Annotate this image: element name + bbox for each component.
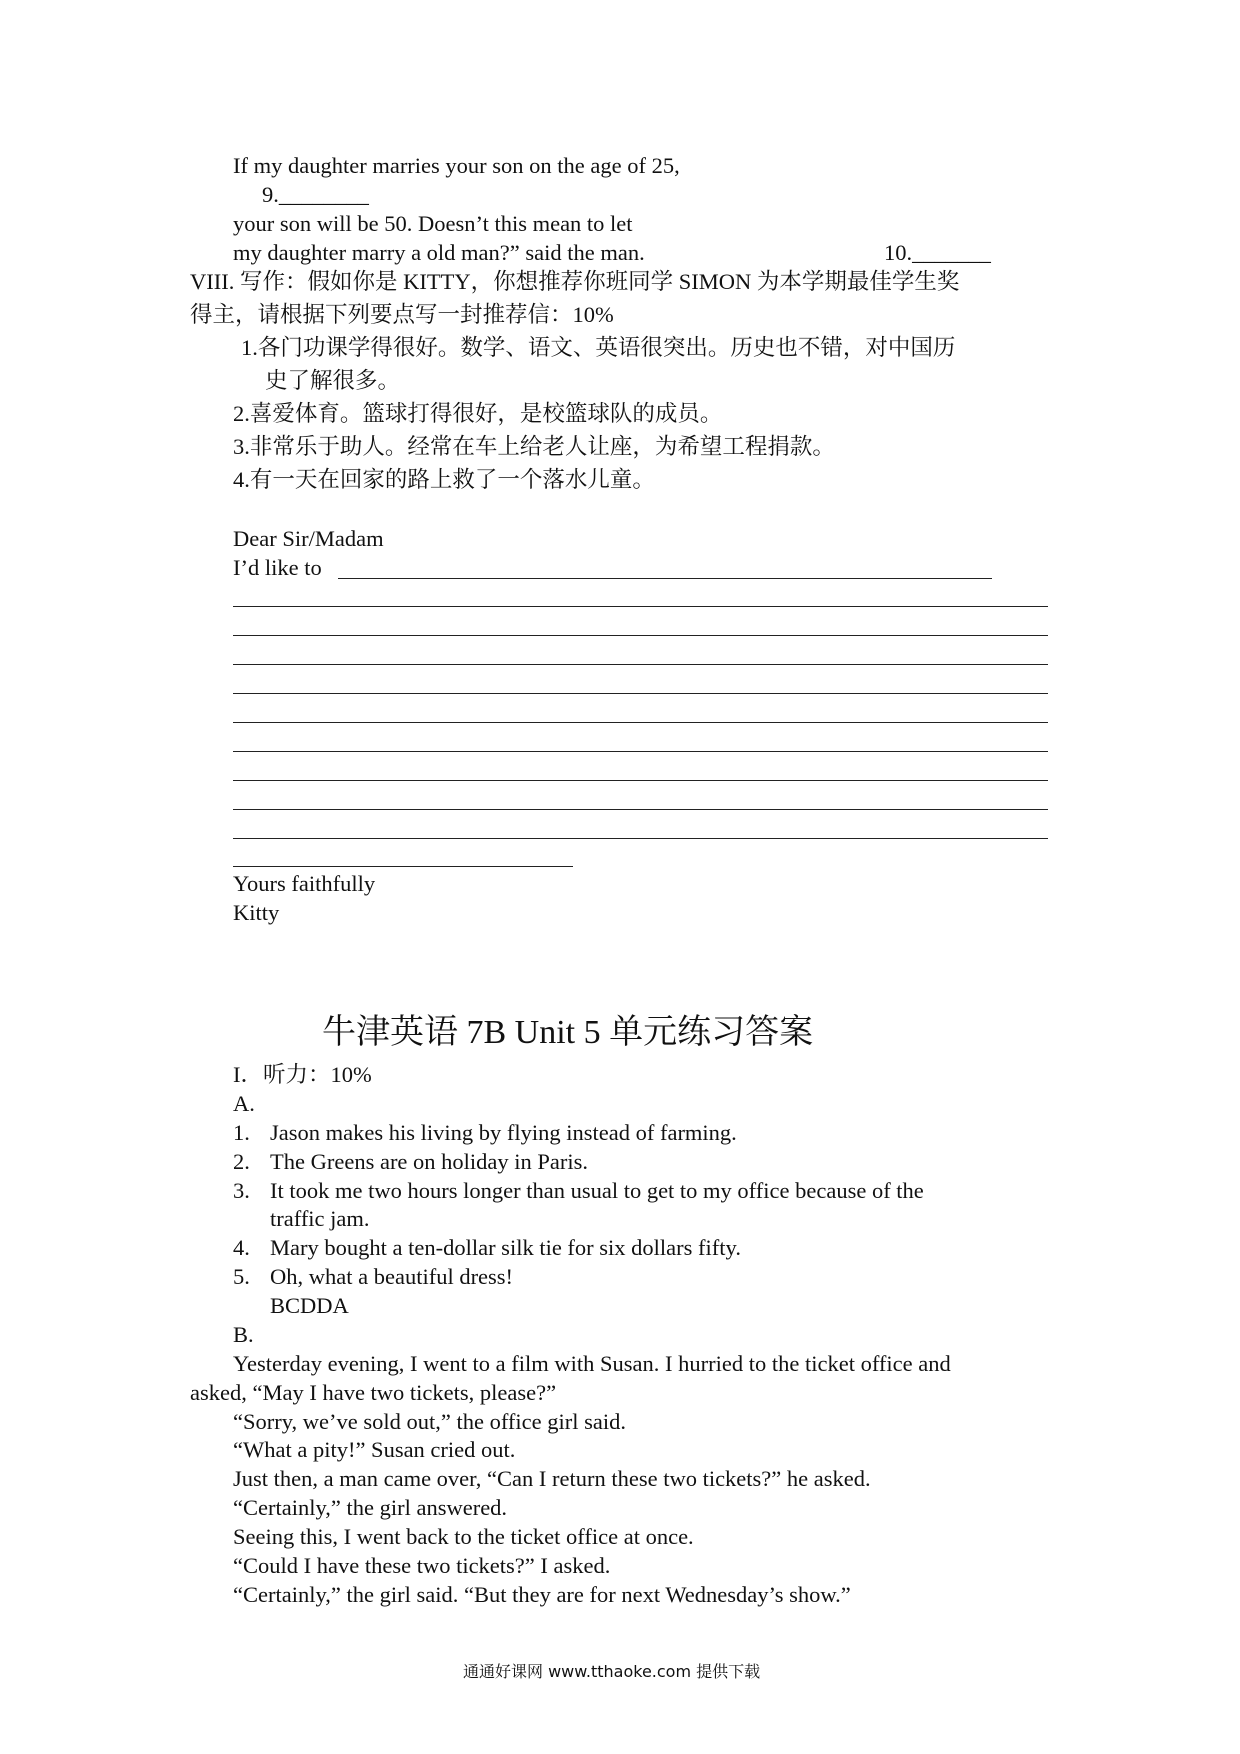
story-line: “Could I have these two tickets?” I asked. <box>233 1553 611 1578</box>
writing-line <box>233 606 1048 607</box>
writing-point: 3.非常乐于助人。经常在车上给老人让座，为希望工程捐款。 <box>233 434 835 459</box>
writing-line <box>338 578 992 579</box>
story-line: “Sorry, we’ve sold out,” the office girl said. <box>233 1409 627 1434</box>
writing-point: 4.有一天在回家的路上救了一个落水儿童。 <box>233 467 655 492</box>
letter-salutation: Dear Sir/Madam <box>233 526 384 551</box>
story-line: Yesterday evening, I went to a film with Susan. I hurried to the ticket office and <box>233 1351 951 1376</box>
item-text: Jason makes his living by flying instead of farming. <box>270 1120 737 1145</box>
writing-line <box>233 751 1048 752</box>
item-number: 5. <box>233 1264 250 1289</box>
letter-opening: I’d like to <box>233 555 322 580</box>
writing-line <box>233 635 1048 636</box>
writing-heading-cont: 得主，请根据下列要点写一封推荐信：10% <box>190 302 614 327</box>
writing-point: 1.各门功课学得很好。数学、语文、英语很突出。历史也不错，对中国历 <box>241 335 956 360</box>
writing-heading: VIII. 写作：假如你是 KITTY，你想推荐你班同学 SIMON 为本学期最佳学生奖 <box>190 269 960 294</box>
story-line: Just then, a man came over, “Can I return these two tickets?” he asked. <box>233 1466 871 1491</box>
item-text: Oh, what a beautiful dress! <box>270 1264 514 1289</box>
item-number: 2. <box>233 1149 250 1174</box>
story-line: Seeing this, I went back to the ticket office at once. <box>233 1524 694 1549</box>
writing-line <box>233 838 1048 839</box>
letter-closing: Yours faithfully <box>233 871 376 896</box>
item-number: 1. <box>233 1120 250 1145</box>
answer-string: BCDDA <box>270 1293 349 1318</box>
page-footer: 通通好课网 www.tthaoke.com 提供下载 <box>463 1662 761 1681</box>
item-number: 3. <box>233 1178 250 1203</box>
answer-key-title: 牛津英语 7B Unit 5 单元练习答案 <box>322 1014 814 1051</box>
item-text: Mary bought a ten-dollar silk tie for six dollars fifty. <box>270 1235 741 1260</box>
item-text-cont: traffic jam. <box>270 1206 370 1231</box>
part-label-a: A. <box>233 1091 255 1116</box>
answer-blank-9: 9.________ <box>262 182 369 207</box>
writing-point: 2.喜爱体育。篮球打得很好，是校篮球队的成员。 <box>233 401 723 426</box>
story-line: “Certainly,” the girl said. “But they are for next Wednesday’s show.” <box>233 1582 851 1607</box>
story-line: “What a pity!” Susan cried out. <box>233 1437 516 1462</box>
item-text: The Greens are on holiday in Paris. <box>270 1149 589 1174</box>
passage-line: If my daughter marries your son on the age of 25, <box>233 153 680 178</box>
story-line: “Certainly,” the girl answered. <box>233 1495 508 1520</box>
item-text: It took me two hours longer than usual to get to my office because of the <box>270 1178 924 1203</box>
writing-line <box>233 693 1048 694</box>
part-label-b: B. <box>233 1322 254 1347</box>
passage-line: your son will be 50. Doesn’t this mean to let <box>233 211 633 236</box>
item-number: 4. <box>233 1235 250 1260</box>
passage-line: my daughter marry a old man?” said the man. <box>233 240 645 265</box>
writing-point: 史了解很多。 <box>265 368 401 393</box>
writing-line <box>233 866 573 867</box>
letter-signature: Kitty <box>233 900 280 925</box>
writing-line <box>233 722 1048 723</box>
writing-line <box>233 780 1048 781</box>
writing-line <box>233 809 1048 810</box>
section-heading: I．听力：10% <box>233 1062 372 1087</box>
writing-line <box>233 664 1048 665</box>
answer-blank-10: 10._______ <box>884 240 991 265</box>
story-line: asked, “May I have two tickets, please?” <box>190 1380 557 1405</box>
